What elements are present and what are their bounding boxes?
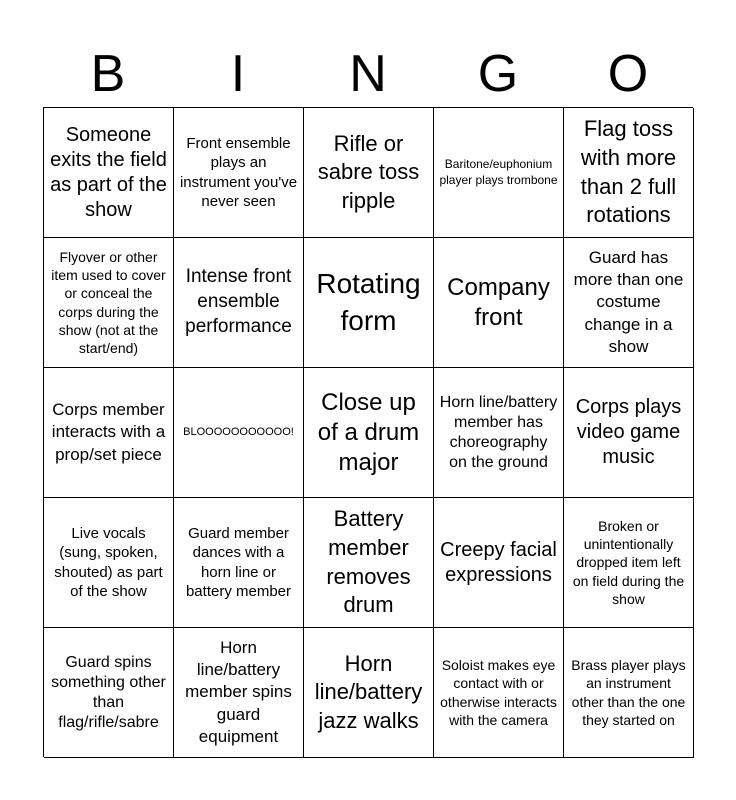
bingo-cell[interactable]: Close up of a drum major bbox=[304, 368, 434, 498]
bingo-grid bbox=[43, 107, 693, 757]
bingo-cell[interactable]: Someone exits the field as part of the show bbox=[44, 108, 174, 238]
bingo-cell[interactable]: Broken or unintentionally dropped item left on field during the show bbox=[564, 498, 694, 628]
bingo-header bbox=[43, 40, 693, 108]
bingo-cell[interactable]: Horn line/battery member spins guard equipment bbox=[174, 628, 304, 758]
bingo-cell[interactable]: Soloist makes eye contact with or otherwise interacts with the camera bbox=[434, 628, 564, 758]
bingo-cell[interactable]: Corps plays video game music bbox=[564, 368, 694, 498]
header-letter-o: O bbox=[607, 45, 649, 103]
bingo-cell[interactable]: Brass player plays an instrument other than the one they started on bbox=[564, 628, 694, 758]
header-letter-i: I bbox=[230, 45, 246, 103]
bingo-cell[interactable]: Guard spins something other than flag/rifle/sabre bbox=[44, 628, 174, 758]
bingo-cell[interactable]: Rifle or sabre toss ripple bbox=[304, 108, 434, 238]
bingo-cell[interactable]: Guard has more than one costume change in a show bbox=[564, 238, 694, 368]
bingo-cell[interactable]: Company front bbox=[434, 238, 564, 368]
header-letter-b: B bbox=[90, 45, 126, 103]
header-letter-n: N bbox=[349, 45, 387, 103]
bingo-cell[interactable]: Front ensemble plays an instrument you've never seen bbox=[174, 108, 304, 238]
bingo-cell[interactable]: Baritone/euphonium player plays trombone bbox=[434, 108, 564, 238]
bingo-cell[interactable]: Guard member dances with a horn line or battery member bbox=[174, 498, 304, 628]
bingo-cell[interactable]: Corps member interacts with a prop/set piece bbox=[44, 368, 174, 498]
bingo-cell[interactable]: Horn line/battery member has choreography on the ground bbox=[434, 368, 564, 498]
bingo-cell[interactable]: BLOOOOOOOOOOO! bbox=[174, 368, 304, 498]
bingo-cell[interactable]: Battery member removes drum bbox=[304, 498, 434, 628]
header-letter-g: G bbox=[477, 45, 519, 103]
bingo-cell[interactable]: Creepy facial expressions bbox=[434, 498, 564, 628]
bingo-cell[interactable]: Flyover or other item used to cover or conceal the corps during the show (not at the start/end) bbox=[44, 238, 174, 368]
bingo-cell[interactable]: Intense front ensemble performance bbox=[174, 238, 304, 368]
bingo-cell[interactable]: Live vocals (sung, spoken, shouted) as part of the show bbox=[44, 498, 174, 628]
bingo-cell[interactable]: Rotating form bbox=[304, 238, 434, 368]
bingo-cell[interactable]: Flag toss with more than 2 full rotations bbox=[564, 108, 694, 238]
bingo-cell[interactable]: Horn line/battery jazz walks bbox=[304, 628, 434, 758]
